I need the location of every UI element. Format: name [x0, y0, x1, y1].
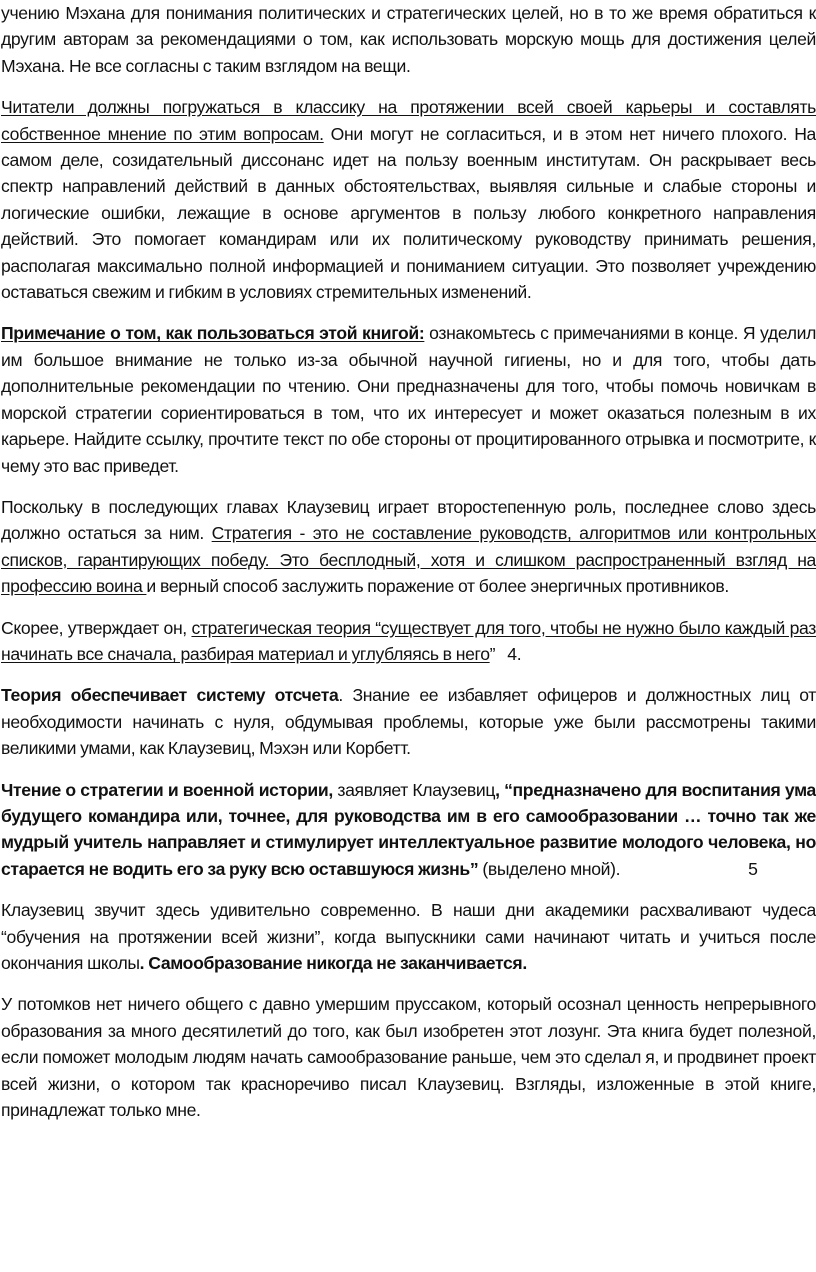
- paragraph-4-underlined: Стратегия - это не составление руководств, алгоритмов или контрольных списков, гарантирующих победу. Это бесплодный, хотя и слишком распространенный взгляд на профессию воина: [1, 523, 816, 597]
- paragraph-3-text: ознакомьтесь с примечаниями в конце. Я уделил им большое внимание не только из-за обычной научной гигиены, но и для того, чтобы дать дополнительные рекомендации по чтению. Они предназначены для того, чтобы помочь новичкам в морской стратегии сориентироваться в том, что их интересует и может оказаться полезным в их карьере. Найдите ссылку, прочтите текст по обе стороны от процитированного отрывка и посмотрите, к чему это вас приведет.: [1, 323, 816, 476]
- paragraph-2: [1, 94, 816, 305]
- paragraph-5-close-quote: ”: [489, 643, 496, 664]
- paragraph-5-lead: Скорее, утверждает он,: [1, 617, 192, 638]
- paragraph-7-bold-quote: , “предназначено для воспитания ума будущего командира или, точнее, для руководства им в его самообразовании … точно так же мудрый учитель направляет и стимулирует интеллектуальное развитие молодого человека, но старается не водить его за руку всю оставшуюся жизнь”: [1, 779, 816, 879]
- paragraph-4-text: и верный способ заслужить поражение от более энергичных противников.: [146, 576, 729, 597]
- paragraph-7-text: (выделено мной).: [478, 858, 621, 879]
- paragraph-6-text: . Знание ее избавляет офицеров и должностных лиц от необходимости начинать с нуля, обдумывая проблемы, которые уже были рассмотрены такими великими умами, как Клаузевиц, Мэхэн или Корбетт.: [1, 685, 816, 759]
- paragraph-3: [1, 320, 816, 478]
- paragraph-5-underlined: стратегическая теория “существует для того, чтобы не нужно было каждый раз начинать все сначала, разбирая материал и углубляясь в него: [1, 617, 816, 664]
- paragraph-1: [1, 0, 816, 79]
- paragraph-7-bold-lead: Чтение о стратегии и военной истории,: [1, 779, 333, 800]
- paragraph-5: [1, 615, 816, 668]
- paragraph-4-lead: Поскольку в последующих главах Клаузевиц играет второстепенную роль, последнее слово здесь должно остаться за ним.: [1, 496, 816, 544]
- paragraph-2-underlined: Читатели должны погружаться в классику на протяжении всей своей карьеры и составлять собственное мнение по этим вопросам.: [1, 97, 816, 144]
- paragraph-8-bold: . Самообразование никогда не заканчивается.: [139, 953, 527, 973]
- footnote-ref-5: 5: [748, 858, 758, 879]
- paragraph-6-bold: Теория обеспечивает систему отсчета: [1, 685, 339, 706]
- paragraph-4: [1, 494, 816, 600]
- paragraph-9: [1, 991, 816, 1123]
- paragraph-7-mid: заявляет Клаузевиц: [332, 779, 496, 800]
- paragraph-2-text: Они могут не согласиться, и в этом нет ничего плохого. На самом деле, созидательный диссонанс идет на пользу военным институтам. Он раскрывает весь спектр направлений действий в данных обстоятельствах, выявляя сильные и слабые стороны и логические ошибки, лежащие в основе аргументов в пользу любого конкретного направления действий. Это помогает командирам или их политическому руководству принимать решения, располагая максимально полной информацией и пониманием ситуации. Это позволяет учреждению оставаться свежим и гибким в условиях стремительных изменений.: [1, 123, 816, 303]
- note-heading: Примечание о том, как пользоваться этой книгой:: [1, 323, 425, 344]
- paragraph-7: [1, 777, 816, 883]
- paragraph-8-text: Клаузевиц звучит здесь удивительно современно. В наши дни академики расхваливают чудеса “обучения на протяжении всей жизни”, когда выпускники сами начинают читать и учиться после окончания школы: [1, 900, 816, 973]
- paragraph-6: [1, 682, 816, 761]
- paragraph-8: [1, 897, 816, 976]
- paragraph-9-text: У потомков нет ничего общего с давно умершим пруссаком, который осознал ценность непрерывного образования за много десятилетий до того, как был изобретен этот лозунг. Эта книга будет полезной, если поможет молодым людям начать самообразование раньше, чем это сделал я, и продвинет проект всей жизни, о котором так красноречиво писал Клаузевиц. Взгляды, изложенные в этой книге, принадлежат только мне.: [1, 994, 816, 1121]
- footnote-ref-4: 4.: [507, 643, 522, 664]
- paragraph-1-text: учению Мэхана для понимания политических и стратегических целей, но в то же время обратиться к другим авторам за рекомендациями о том, как использовать морскую мощь для достижения целей Мэхана. Не все согласны с таким взглядом на вещи.: [1, 3, 816, 76]
